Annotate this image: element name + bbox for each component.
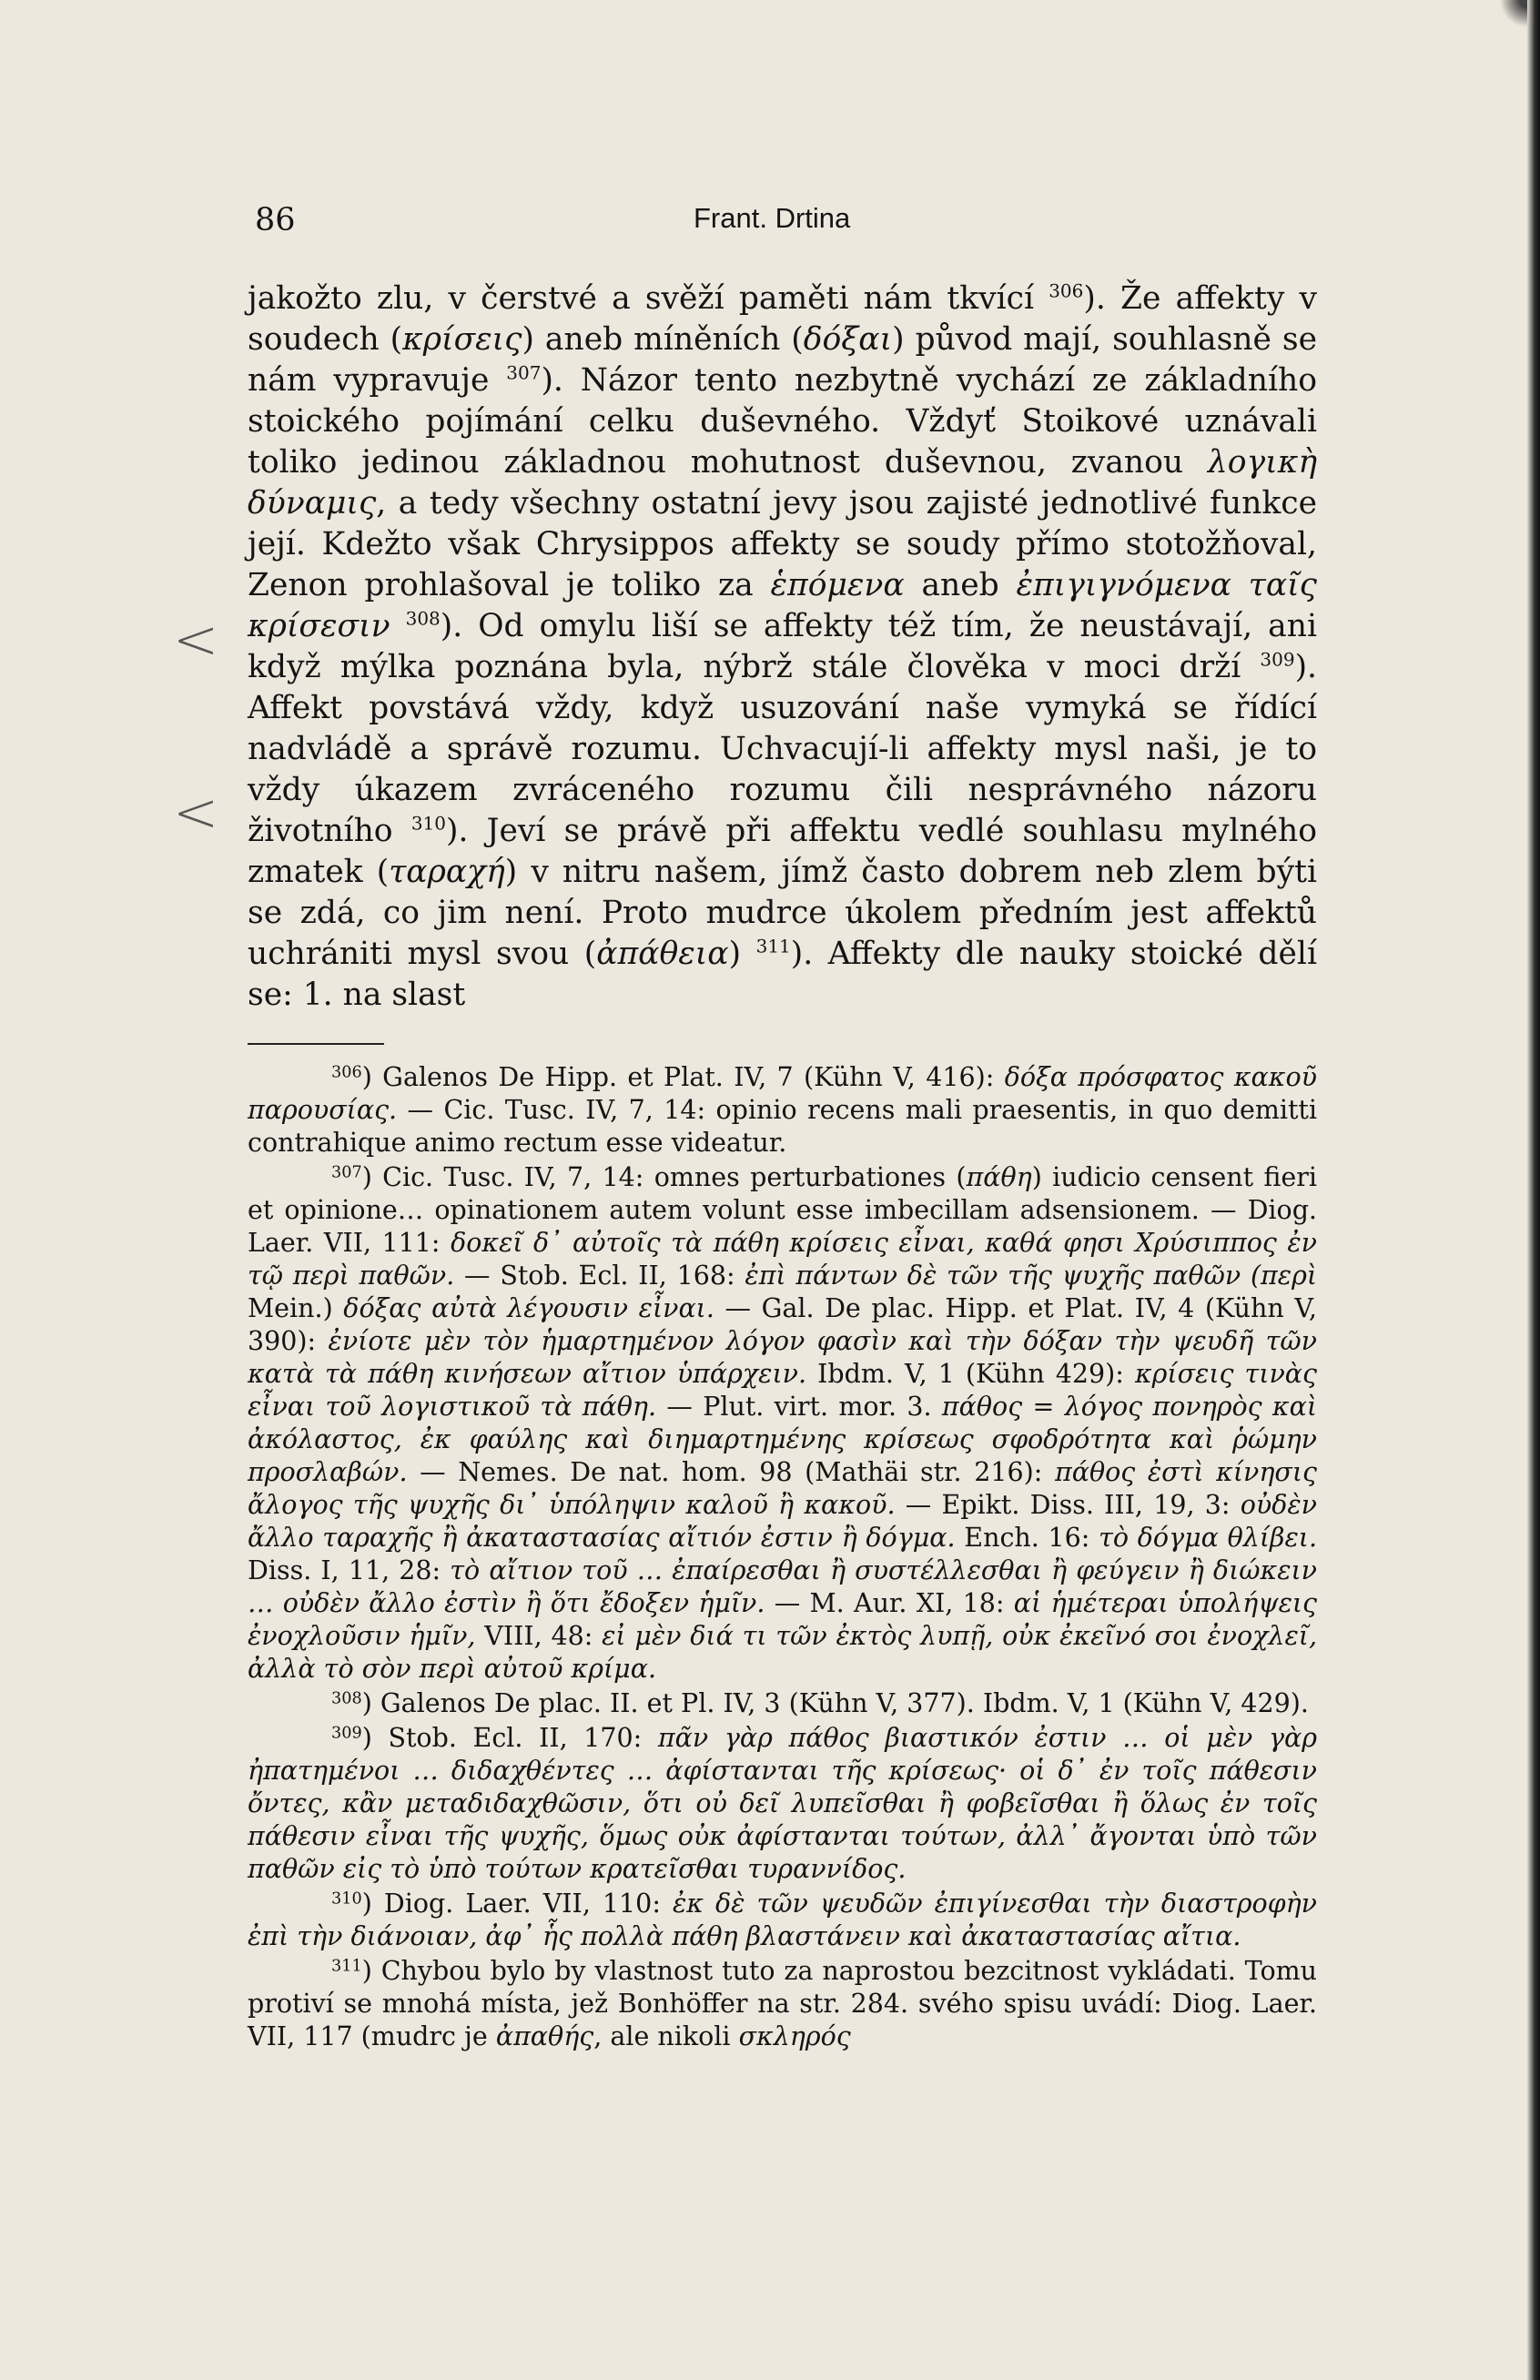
text-run: ). Od omylu liší se affekty též tím, že neustávají, ani když mýlka poznána byla, nýbrž stále člověka v moci drží xyxy=(248,608,1317,685)
footnote-ref: 310 xyxy=(410,812,446,835)
greek-text: ἐκ δὲ τῶν ψευδῶν ἐπιγίνεσθαι τὴν διαστροφὴν ἐπὶ τὴν διάνοιαν, ἀφ᾽ ἧς πολλὰ πάθη βλαστάνειν καὶ ἀκαταστασίας αἴτια. xyxy=(248,1889,1317,1951)
greek-text: πᾶν γὰρ πάθος βιαστικόν ἐστιν … οἱ μὲν γὰρ ἠπατημένοι … διδαχθέντες … ἀφίστανται τῆς κρίσεως· οἱ δ᾽ ἐν τοῖς πάθεσιν ὄντες, κἂν μεταδιδαχθῶσιν, ὅτι οὐ δεῖ λυπεῖσθαι ἢ φοβεῖσθαι ἢ ὅλως ἐν τοῖς πάθεσιν εἶναι τῆς ψυχῆς, ὅμως οὐκ ἀφίστανται τούτων, ἀλλ᾽ ἄγονται ὑπὸ τῶν παθῶν εἰς τὸ ὑπὸ τούτων κρατεῖσθαι τυραννίδος. xyxy=(248,1723,1317,1884)
text-run: aneb xyxy=(904,567,1017,603)
text-run: — Cic. Tusc. IV, 7, 14: opinio recens mali praesentis, in quo demitti contrahique animo rectum esse videatur. xyxy=(248,1095,1317,1158)
greek-text: ἐνίοτε μὲν τὸν ἡμαρτημένον λόγον φασὶν καὶ τὴν δόξαν τὴν ψευδῆ τῶν κατὰ τὰ πάθη κινήσεων αἴτιον ὑπάρχειν. xyxy=(248,1326,1317,1389)
text-run: — Stob. Ecl. II, 168: xyxy=(454,1261,745,1291)
scan-edge xyxy=(1527,0,1540,2380)
running-title: Frant. Drtina xyxy=(694,202,851,234)
text-run: — M. Aur. XI, 18: xyxy=(765,1588,1014,1618)
greek-text: σκληρός xyxy=(738,2021,851,2051)
text-run: , a tedy všechny ostatní jevy jsou zajisté jednotlivé funkce její. Kdežto však Chrysippos affekty se soudy přímo stotožňoval, Zenon prohlašoval je toliko za xyxy=(248,485,1317,603)
text-run: ). Affekty dle nauky stoické dělí se: 1. na slast xyxy=(248,936,1317,1013)
footnote-ref: 308 xyxy=(405,607,441,630)
text-run: — Plut. virt. mor. 3. xyxy=(656,1392,942,1422)
margin-mark: < xyxy=(173,608,219,672)
footnote xyxy=(248,1161,1317,1686)
page-header xyxy=(248,200,1317,240)
page-number: 86 xyxy=(255,202,296,238)
greek-text: ἐπιγιγνόμενα ταῖς κρίσεσιν xyxy=(248,567,1317,644)
footnote-divider xyxy=(248,1043,384,1045)
text-run: ) Galenos De plac. II. et Pl. IV, 3 (Kühn V, 377). Ibdm. V, 1 (Kühn V, 429). xyxy=(361,1688,1309,1718)
greek-text: αἱ ἡμέτεραι ὑπολήψεις ἐνοχλοῦσιν ἡμῖν, xyxy=(248,1588,1317,1651)
footnote-ref: 309 xyxy=(1260,648,1295,671)
text-run: ) Galenos De Hipp. et Plat. IV, 7 (Kühn V, 416): xyxy=(361,1062,1005,1092)
text-run: , ale nikoli xyxy=(593,2021,739,2051)
greek-text: τὸ δόγμα θλίβει. xyxy=(1099,1523,1318,1553)
footnote-number: 307 xyxy=(331,1163,362,1182)
greek-text: λογικὴ δύναμις xyxy=(248,444,1317,522)
greek-text: δοκεῖ δ᾽ αὐτοῖς τὰ πάθη κρίσεις εἶναι, καθά φησι Χρύσιππος ἐν τῷ περὶ παθῶν. xyxy=(248,1228,1317,1291)
greek-text: κρίσεις xyxy=(402,321,522,358)
footnote-number: 309 xyxy=(331,1724,362,1743)
footnote xyxy=(248,1722,1317,1886)
footnote-number: 306 xyxy=(331,1063,362,1082)
footnote xyxy=(248,1955,1317,2053)
greek-text: ἀπαθής xyxy=(495,2021,594,2051)
text-run: — Epikt. Diss. III, 19, 3: xyxy=(895,1490,1241,1520)
text-run: ) Diog. Laer. VII, 110: xyxy=(361,1889,673,1919)
footnote xyxy=(248,1061,1317,1160)
greek-text: δόξαι xyxy=(803,321,893,358)
text-run xyxy=(390,608,406,644)
text-run: ) Chybou bylo by vlastnost tuto za naprostou bezcitnost vykládati. Tomu protiví se mnohá místa, jež Bonhöffer na str. 284. svého spisu uvádí: Diog. Laer. VII, 117 (mudrc je xyxy=(248,1956,1317,2051)
text-run: ) původ mají, souhlasně se nám vypravuje xyxy=(248,321,1318,399)
text-run: Ench. 16: xyxy=(955,1523,1099,1553)
greek-text: δόξα πρόσφατος κακοῦ παρουσίας. xyxy=(248,1062,1317,1125)
text-run: — Nemes. De nat. hom. 98 (Mathäi str. 216): xyxy=(407,1457,1055,1487)
text-run: ). Jeví se právě při affektu vedlé souhlasu mylného zmatek ( xyxy=(248,813,1318,890)
greek-text: πάθη xyxy=(966,1162,1032,1192)
greek-text: δόξας αὐτὰ λέγουσιν εἶναι. xyxy=(343,1293,714,1323)
footnotes xyxy=(248,1061,1317,2053)
text-run: ) xyxy=(728,936,756,972)
greek-text: τὸ αἴτιον τοῦ … ἐπαίρεσθαι ἢ συστέλλεσθαι ἢ φεύγειν ἢ διώκειν … οὐδὲν ἄλλο ἐστὶν ἢ ὅτι ἔδοξεν ἡμῖν. xyxy=(248,1555,1317,1618)
text-run: ) v nitru našem, jímž často dobrem neb zlem býti se zdá, co jim není. Proto mudrce úkolem předním jest affektů uchrániti mysl svou ( xyxy=(248,854,1317,972)
text-run: ) aneb míněních ( xyxy=(522,321,804,358)
greek-text: κρίσεις τινὰς εἶναι τοῦ λογιστικοῦ τὰ πάθη. xyxy=(248,1359,1317,1422)
text-run: ). Názor tento nezbytně vychází ze základního stoického pojímání celku duševného. Vždyť Stoikové uznávali toliko jedinou základnou mohutnost duševnou, zvanou xyxy=(248,362,1317,481)
text-run: Mein.) xyxy=(248,1293,344,1323)
greek-text: ἐπὶ πάντων δὲ τῶν τῆς ψυχῆς παθῶν (περὶ xyxy=(745,1261,1318,1291)
greek-text: ἀπάθεια xyxy=(596,936,729,972)
text-run: VIII, 48: xyxy=(475,1621,603,1651)
margin-mark: < xyxy=(173,781,219,845)
text-run: ) iudicio censent fieri et opinione… opinationem autem volunt esse imbecillam adsensionem. — Diog. Laer. VII, 111: xyxy=(248,1162,1317,1258)
text-run: ). Affekt povstává vždy, když usuzování naše vymyká se řídící nadvládě a správě rozumu. Uchvacují-li affekty mysl naši, je to vždy úkazem zvráceného rozumu čili nesprávného názoru životního xyxy=(248,649,1317,849)
text-run: — Gal. De plac. Hipp. et Plat. IV, 4 (Kühn V, 390): xyxy=(248,1293,1317,1356)
footnote xyxy=(248,1888,1317,1953)
page xyxy=(248,200,1317,2055)
text-run: Diss. I, 11, 28: xyxy=(248,1555,451,1585)
footnote-number: 311 xyxy=(331,1957,362,1976)
footnote xyxy=(248,1687,1317,1720)
greek-text: ταραχή xyxy=(389,854,505,890)
text-run: ) Stob. Ecl. II, 170: xyxy=(361,1723,658,1753)
footnote-number: 308 xyxy=(331,1689,362,1708)
greek-text: πάθος ἐστὶ κίνησις ἄλογος τῆς ψυχῆς δι᾽ ὑπόληψιν καλοῦ ἢ κακοῦ. xyxy=(248,1457,1318,1520)
footnote-ref: 311 xyxy=(755,935,791,957)
text-run: jakožto zlu, v čerstvé a svěží paměti nám tkvící xyxy=(248,280,1049,317)
body-paragraph xyxy=(248,279,1317,1016)
footnote-number: 310 xyxy=(331,1889,362,1909)
footnote-ref: 306 xyxy=(1049,279,1084,302)
greek-text: εἰ μὲν διά τι τῶν ἐκτὸς λυπῇ, οὐκ ἐκεῖνό σοι ἐνοχλεῖ, ἀλλὰ τὸ σὸν περὶ αὐτοῦ κρίμα. xyxy=(248,1621,1317,1684)
text-run: Ibdm. V, 1 (Kühn 429): xyxy=(806,1359,1135,1389)
greek-text: ἑπόμενα xyxy=(770,567,905,603)
scan-edge-corner xyxy=(1473,0,1527,55)
text-run: ) Cic. Tusc. IV, 7, 14: omnes perturbationes ( xyxy=(361,1162,967,1192)
greek-text: οὐδὲν ἄλλο ταραχῆς ἢ ἀκαταστασίας αἴτιόν ἐστιν ἢ δόγμα. xyxy=(248,1490,1317,1553)
text-run: ). Že affekty v soudech ( xyxy=(248,280,1317,358)
greek-text: πάθος = λόγος πονηρὸς καὶ ἀκόλαστος, ἐκ φαύλης καὶ διημαρτημένης κρίσεως σφοδρότητα καὶ ῥώμην προσλαβών. xyxy=(248,1392,1317,1487)
footnote-ref: 307 xyxy=(506,361,542,384)
